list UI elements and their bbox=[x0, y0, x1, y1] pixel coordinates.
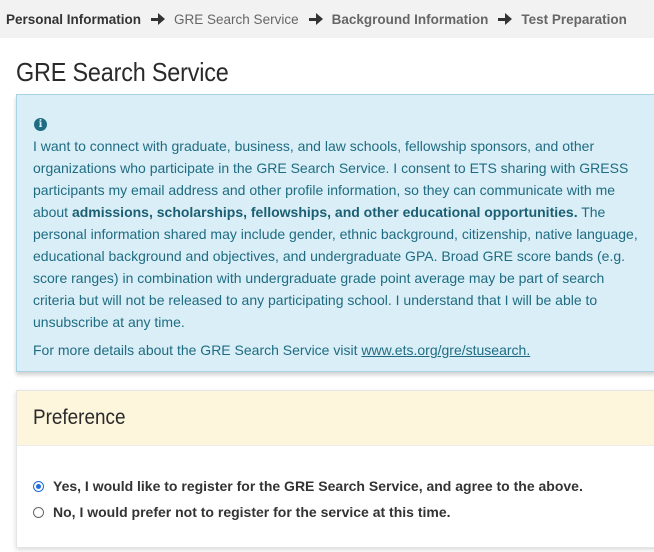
info-icon: i bbox=[34, 118, 47, 131]
breadcrumb-personal-information[interactable]: Personal Information bbox=[6, 11, 142, 27]
option-no-register[interactable] bbox=[33, 499, 654, 525]
breadcrumb-test-preparation: Test Preparation bbox=[521, 11, 627, 27]
preference-title: Preference bbox=[33, 406, 126, 429]
consent-info-box bbox=[16, 94, 654, 372]
radio-no[interactable] bbox=[33, 507, 44, 518]
preference-header bbox=[17, 391, 654, 446]
arrow-right-icon bbox=[151, 13, 165, 25]
breadcrumb bbox=[0, 0, 654, 38]
page-title: GRE Search Service bbox=[16, 57, 229, 87]
arrow-right-icon bbox=[498, 13, 512, 25]
option-yes-label: Yes, I would like to register for the GRE Search Service, and agree to the above. bbox=[53, 478, 583, 494]
more-details-text: For more details about the GRE Search Service visit bbox=[33, 342, 362, 358]
consent-text-bold: admissions, scholarships, fellowships, and other educational opportunities. bbox=[71, 204, 578, 220]
preference-options bbox=[17, 446, 654, 525]
preference-card bbox=[16, 390, 654, 548]
consent-text bbox=[33, 135, 643, 333]
option-yes-register[interactable] bbox=[33, 473, 654, 499]
more-details bbox=[33, 339, 643, 361]
consent-text-end: The personal information shared may include gender, ethnic background, citizenship, native language, educational background and objectives, and undergraduate GPA. Broad GRE score bands (e.g. score ranges) in combination with undergraduate grade point average may be part of search criteria but will not be released to any participating school. I understand that I will be able to unsubscribe at any time. bbox=[33, 204, 638, 330]
radio-yes[interactable] bbox=[33, 481, 44, 492]
breadcrumb-gre-search-service: GRE Search Service bbox=[174, 11, 299, 27]
breadcrumb-background-information: Background Information bbox=[331, 11, 489, 27]
ets-stusearch-link[interactable]: www.ets.org/gre/stusearch. bbox=[361, 342, 531, 358]
arrow-right-icon bbox=[309, 13, 323, 25]
option-no-label: No, I would prefer not to register for the service at this time. bbox=[53, 504, 451, 520]
consent-text-start: I want to connect with graduate, business, and law schools, fellowship sponsors, and other organizations who participate in the GRE Search Service. I consent to ETS sharing with GRESS participants my email address and other profile information, so they can communicate with me about bbox=[33, 138, 629, 220]
